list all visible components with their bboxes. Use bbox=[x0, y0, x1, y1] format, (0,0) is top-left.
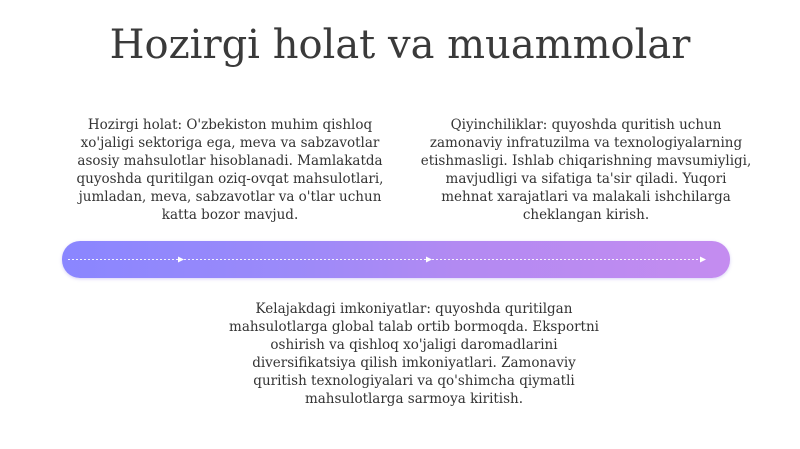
timeline-arrow-2-icon bbox=[426, 257, 432, 263]
timeline-arrow-3-icon bbox=[700, 257, 706, 263]
timeline-arrow-1-icon bbox=[178, 257, 184, 263]
timeline-arrows bbox=[62, 241, 730, 278]
slide-title: Hozirgi holat va muammolar bbox=[109, 22, 691, 68]
challenges-text: Qiyinchiliklar: quyoshda quritish uchun zamonaviy infratuzilma va texnologiyalarning etishmasligi. Ishlab chiqarishning mavsumiyligi, mavjudligi va sifatiga ta'sir qiladi. Yuqori mehnat xarajatlari va malakali ishchilarga cheklangan kirish. bbox=[420, 117, 752, 223]
timeline-bar bbox=[62, 241, 730, 278]
current-state-text: Hozirgi holat: O'zbekiston muhim qishloq xo'jaligi sektoriga ega, meva va sabzavotlar asosiy mahsulotlar hisoblanadi. Mamlakatda quyoshda quritilgan oziq-ovqat mahsulotlari, jumladan, meva, sabzavotlar va o'tlar uchun katta bozor mavjud. bbox=[76, 117, 384, 223]
future-opportunities-text: Kelajakdagi imkoniyatlar: quyoshda quritilgan mahsulotlarga global talab ortib bormoqda. Eksportni oshirish va qishloq xo'jaligi daromadlarini diversifikatsiya qilish imkoniyatlari. Zamonaviy quritish texnologiyalari va qo'shimcha qiymatli mahsulotlarga sarmoya kiritish. bbox=[229, 301, 599, 407]
